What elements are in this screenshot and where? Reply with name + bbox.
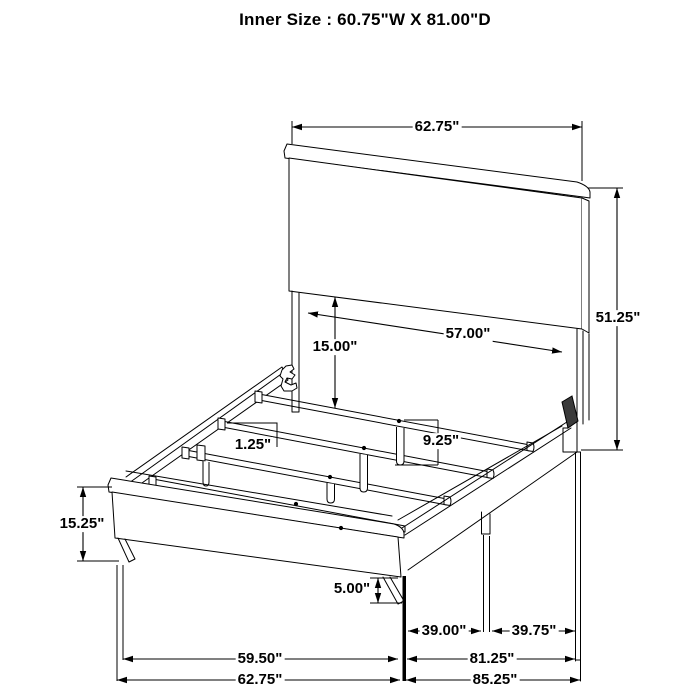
dim-label-slat-thickness: 1.25" [234,436,272,454]
footboard-left-leg [118,538,135,562]
dim-label-footboard-height: 15.25" [59,515,105,533]
rail-hook-bracket [280,365,297,391]
slat [259,394,530,451]
support-leg [203,461,209,486]
dim-label-inner-width: 57.00" [445,325,491,343]
support-leg [360,454,368,492]
corner-edge-line [403,576,407,681]
drawing-title: Inner Size : 60.75"W X 81.00"D [239,10,491,29]
dim-label-footboard-inner-width: 59.50" [237,650,283,668]
dim-label-slat-span-front: 39.00" [421,622,467,640]
dim-label-headboard-to-slats: 15.00" [312,338,358,356]
dim-label-leg-height: 5.00" [333,580,371,598]
dim-label-slat-support-height: 9.25" [422,432,460,450]
dim-label-headboard-width: 62.75" [414,118,460,136]
support-leg [327,483,335,503]
dim-label-headboard-height: 51.25" [595,309,641,327]
headboard-right-post [577,329,589,452]
footboard-right-leg [383,577,404,604]
dim-label-overall-depth: 85.25" [472,671,518,689]
dim-label-rail-length: 81.25" [469,650,515,668]
headboard-rear-leg [576,452,581,681]
support-leg [397,427,405,465]
headboard-left-post [292,291,299,412]
dim-label-footboard-width: 62.75" [237,671,283,689]
dim-label-slat-span-rear: 39.75" [511,622,557,640]
